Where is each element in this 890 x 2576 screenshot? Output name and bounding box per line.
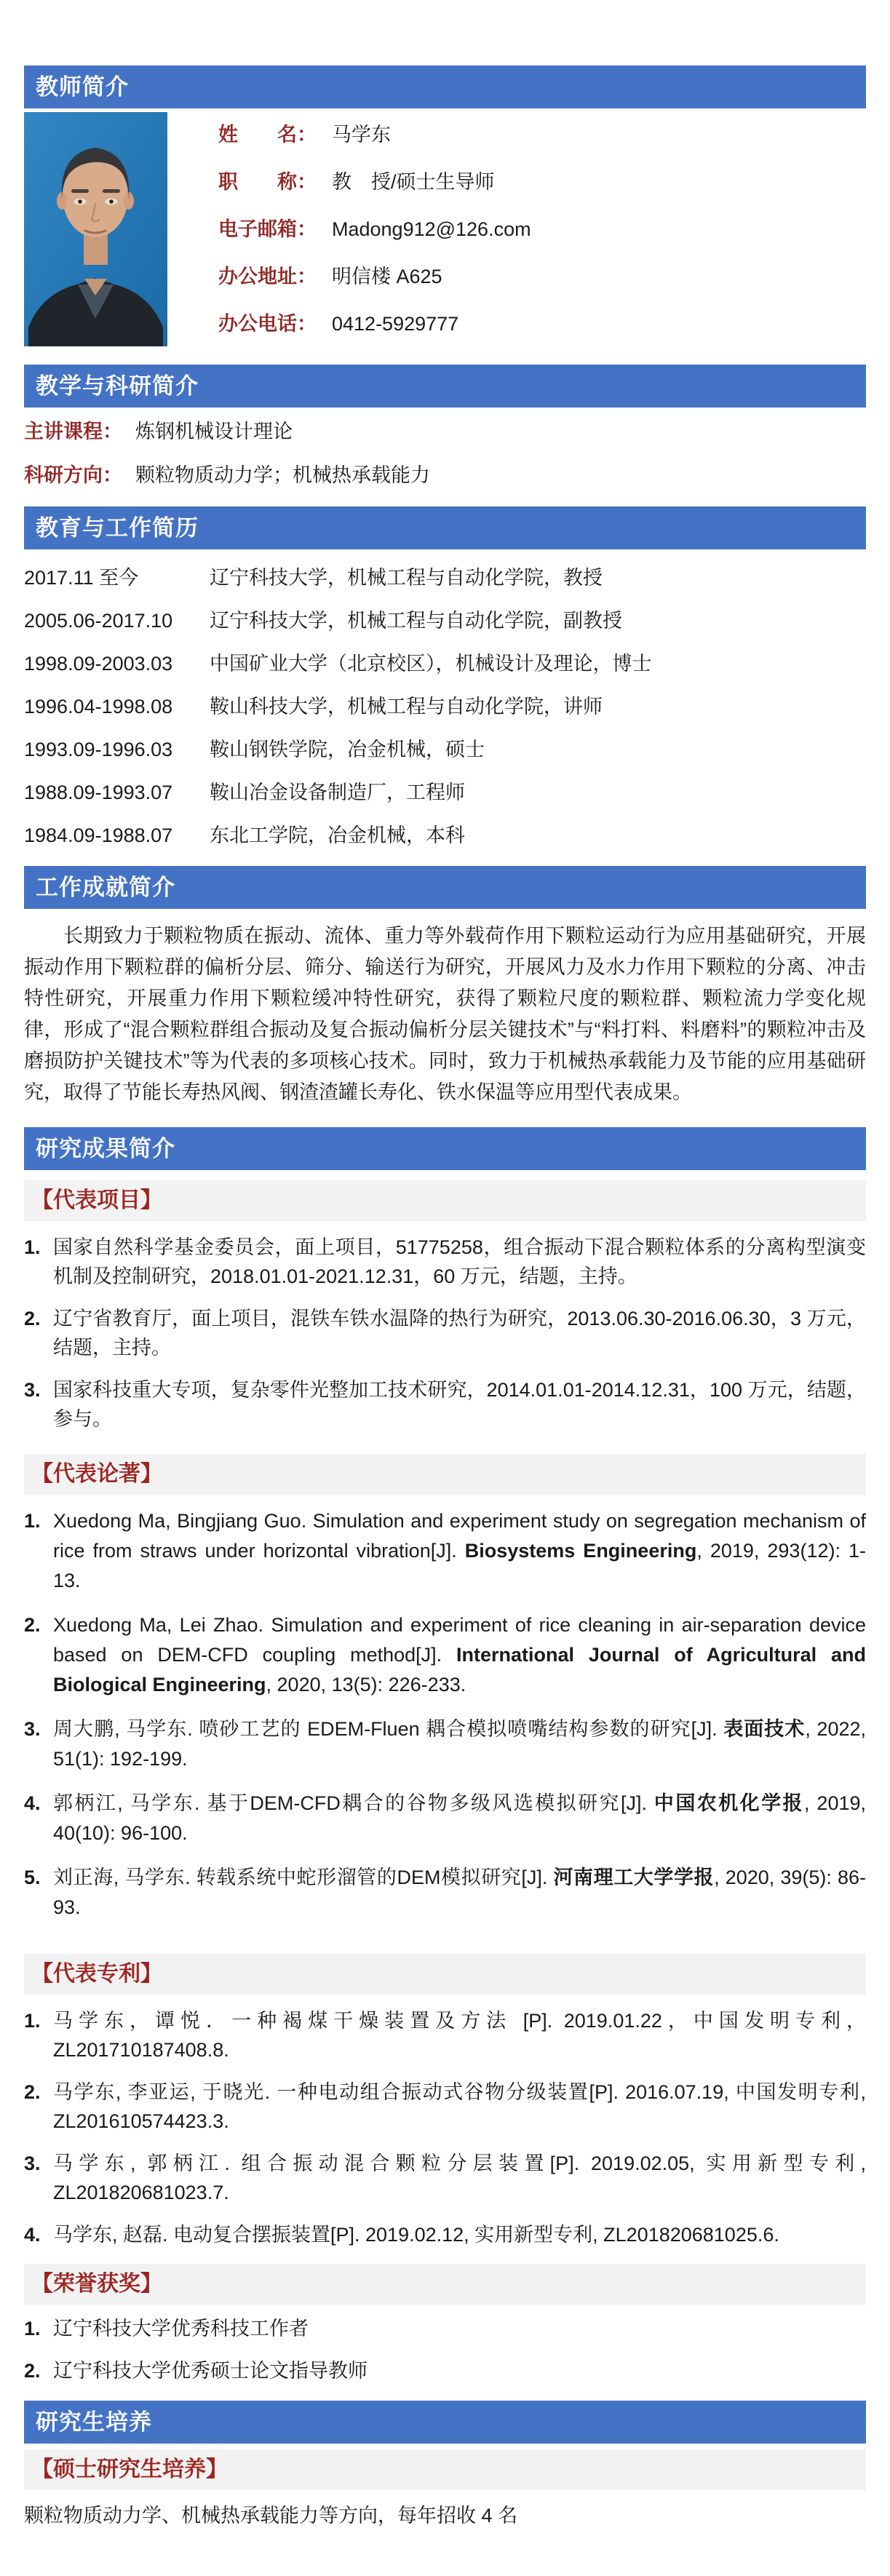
career-timeline [24, 565, 866, 848]
info-row [218, 122, 531, 147]
item-number: 3. [24, 2152, 41, 2174]
item-number: 3. [24, 1718, 41, 1740]
item-text: 刘正海, 马学东. 转载系统中蛇形溜管的DEM模拟研究[J]. 河南理工大学学报, 2020, 39(5): 86-93. [53, 1867, 866, 1918]
publication-item [24, 1789, 866, 1848]
project-item [24, 1304, 866, 1362]
profile-info-list [218, 112, 531, 359]
field-value: 0412-5929777 [332, 313, 459, 335]
item-text: 郭柄江, 马学东. 基于DEM-CFD耦合的谷物多级风选模拟研究[J]. 中国农机化学报, 2019, 40(10): 96-100. [53, 1792, 866, 1844]
info-row [218, 311, 531, 336]
info-row [218, 264, 531, 289]
honor-item [24, 2316, 866, 2341]
section-header-education-career: 教育与工作简历 [24, 506, 866, 549]
graduate-training-text: 颗粒物质动力学、机械热承载能力等方向，每年招收 4 名 [24, 2505, 518, 2527]
item-text: 辽宁科技大学优秀硕士论文指导教师 [53, 2360, 367, 2382]
teach-row [24, 419, 866, 444]
patent-item [24, 2220, 866, 2249]
field-label: 姓 名： [218, 124, 317, 146]
timeline-description: 鞍山钢铁学院，冶金机械，硕士 [210, 739, 485, 760]
item-number: 4. [24, 1792, 41, 1814]
field-value: 颗粒物质动力学；机械热承载能力 [135, 464, 430, 486]
item-number: 2. [24, 2360, 41, 2382]
timeline-date: 1984.09-1988.07 [24, 824, 173, 846]
subheader-representative-patents: 【代表专利】 [24, 1954, 866, 1995]
field-label: 办公电话： [218, 313, 317, 335]
section-header-teaching-research: 教学与科研简介 [24, 365, 866, 408]
timeline-date: 2017.11 至今 [24, 567, 139, 589]
timeline-description: 辽宁科技大学，机械工程与自动化学院，副教授 [210, 610, 622, 632]
info-row [218, 217, 531, 242]
publication-item [24, 1863, 866, 1923]
section-header-graduate-training: 研究生培养 [24, 2401, 866, 2444]
subheader-master-training: 【硕士研究生培养】 [24, 2449, 866, 2490]
field-label: 主讲课程： [24, 421, 122, 442]
patent-list [24, 2006, 866, 2249]
item-text: 马学东，谭悦．一种褐煤干燥装置及方法 [P]. 2019.01.22，中国发明专利，ZL201710187408.8. [53, 2010, 866, 2061]
item-number: 1. [24, 2318, 41, 2340]
item-number: 2. [24, 1308, 41, 1329]
field-label: 科研方向： [24, 464, 122, 486]
item-text: 马学东, 赵磊. 电动复合摆振装置[P]. 2019.02.12, 实用新型专利, ZL201820681025.6. [53, 2224, 779, 2246]
section-header-research-results: 研究成果简介 [24, 1127, 866, 1170]
info-row [218, 170, 531, 194]
section-header-achievements: 工作成就简介 [24, 866, 866, 909]
timeline-row [24, 651, 866, 676]
patent-item [24, 2149, 866, 2207]
item-number: 1. [24, 1236, 41, 1258]
subheader-representative-projects: 【代表项目】 [24, 1180, 866, 1221]
item-number: 2. [24, 1614, 41, 1636]
timeline-row [24, 737, 866, 762]
timeline-row [24, 608, 866, 633]
subheader-representative-publications: 【代表论著】 [24, 1454, 866, 1495]
profile-photo [24, 112, 167, 346]
timeline-description: 鞍山冶金设备制造厂，工程师 [210, 782, 465, 803]
patent-item [24, 2006, 866, 2064]
section-header-teacher-intro: 教师简介 [24, 65, 866, 108]
field-label: 办公地址： [218, 266, 317, 287]
field-label: 职 称： [218, 171, 317, 193]
project-item [24, 1233, 866, 1291]
subheader-honors: 【荣誉获奖】 [24, 2264, 866, 2305]
timeline-row [24, 694, 866, 719]
item-text: 周大鹏, 马学东. 喷砂工艺的 EDEM-Fluen 耦合模拟喷嘴结构参数的研究[J]. 表面技术, 2022, 51(1): 192-199. [53, 1718, 866, 1770]
item-text: Xuedong Ma, Bingjiang Guo. Simulation and experiment study on segregation mechanism of rice from straws under horizontal vibration[J]. Biosystems Engineering, 2019, 293(12): 1-13. [53, 1510, 866, 1591]
project-list [24, 1233, 866, 1434]
timeline-date: 1993.09-1996.03 [24, 739, 173, 760]
portrait-illustration [24, 112, 167, 346]
honor-item [24, 2358, 866, 2383]
item-text: Xuedong Ma, Lei Zhao. Simulation and experiment of rice cleaning in air-separation device based on DEM-CFD coupling method[J]. International Journal of Agricultural and Biological Engineering, 2020, 13(5): 226-233. [53, 1614, 866, 1696]
item-text: 马学东, 郭柄江. 组合振动混合颗粒分层装置[P]. 2019.02.05, 实用新型专利, ZL201820681023.7. [53, 2152, 866, 2203]
timeline-description: 中国矿业大学（北京校区），机械设计及理论，博士 [210, 653, 652, 675]
teaching-rows [24, 419, 866, 488]
item-number: 1. [24, 2010, 41, 2032]
timeline-row [24, 823, 866, 848]
field-value: 教 授/硕士生导师 [332, 171, 495, 193]
timeline-date: 1996.04-1998.08 [24, 696, 173, 717]
profile-block [24, 112, 866, 359]
field-value: 炼钢机械设计理论 [135, 421, 293, 442]
timeline-row [24, 780, 866, 805]
publication-item [24, 1610, 866, 1700]
item-text: 马学东, 李亚运, 于晓光. 一种电动组合振动式谷物分级装置[P]. 2016.07.19, 中国发明专利, ZL201610574423.3. [53, 2081, 866, 2132]
field-label: 电子邮箱： [218, 218, 317, 240]
timeline-date: 1998.09-2003.03 [24, 653, 173, 675]
item-number: 3. [24, 1379, 41, 1401]
timeline-description: 东北工学院，冶金机械，本科 [210, 824, 465, 846]
publication-item [24, 1506, 866, 1596]
honor-list [24, 2316, 866, 2383]
timeline-description: 鞍山科技大学，机械工程与自动化学院，讲师 [210, 696, 603, 717]
item-text: 辽宁科技大学优秀科技工作者 [53, 2318, 309, 2340]
timeline-date: 2005.06-2017.10 [24, 610, 173, 632]
patent-item [24, 2078, 866, 2136]
timeline-row [24, 565, 866, 590]
item-text: 国家科技重大专项，复杂零件光整加工技术研究，2014.01.01-2014.12.31，100 万元，结题，参与。 [53, 1379, 866, 1430]
publication-list [24, 1506, 866, 1923]
field-value: Madong912@126.com [332, 218, 531, 240]
item-number: 4. [24, 2224, 41, 2246]
timeline-date: 1988.09-1993.07 [24, 782, 173, 803]
field-value: 马学东 [332, 124, 391, 146]
achievements-paragraph: 长期致力于颗粒物质在振动、流体、重力等外载荷作用下颗粒运动行为应用基础研究，开展振动作用下颗粒群的偏析分层、筛分、输送行为研究，开展风力及水力作用下颗粒的分离、冲击特性研究，开展重力作用下颗粒缓冲特性研究，获得了颗粒尺度的颗粒群、颗粒流力学变化规律，形成了“混合颗粒群组合振动及复合振动偏析分层关键技术”与“料打料、料磨料”的颗粒冲击及磨损防护关键技术”等为代表的多项核心技术。同时，致力于机械热承载能力及节能的应用基础研究，取得了节能长寿热风阀、钢渣渣罐长寿化、铁水保温等应用型代表成果。 [24, 925, 866, 1103]
item-text: 辽宁省教育厅，面上项目，混铁车铁水温降的热行为研究，2013.06.30-2016.06.30，3 万元，结题，主持。 [53, 1308, 866, 1359]
item-number: 1. [24, 1510, 41, 1532]
item-number: 5. [24, 1867, 41, 1888]
project-item [24, 1375, 866, 1434]
teach-row [24, 463, 866, 488]
publication-item [24, 1714, 866, 1774]
item-text: 国家自然科学基金委员会，面上项目，51775258，组合振动下混合颗粒体系的分离构型演变机制及控制研究，2018.01.01-2021.12.31，60 万元，结题，主持。 [53, 1236, 866, 1287]
timeline-description: 辽宁科技大学，机械工程与自动化学院，教授 [210, 567, 603, 589]
item-number: 2. [24, 2081, 41, 2103]
field-value: 明信楼 A625 [332, 266, 442, 287]
